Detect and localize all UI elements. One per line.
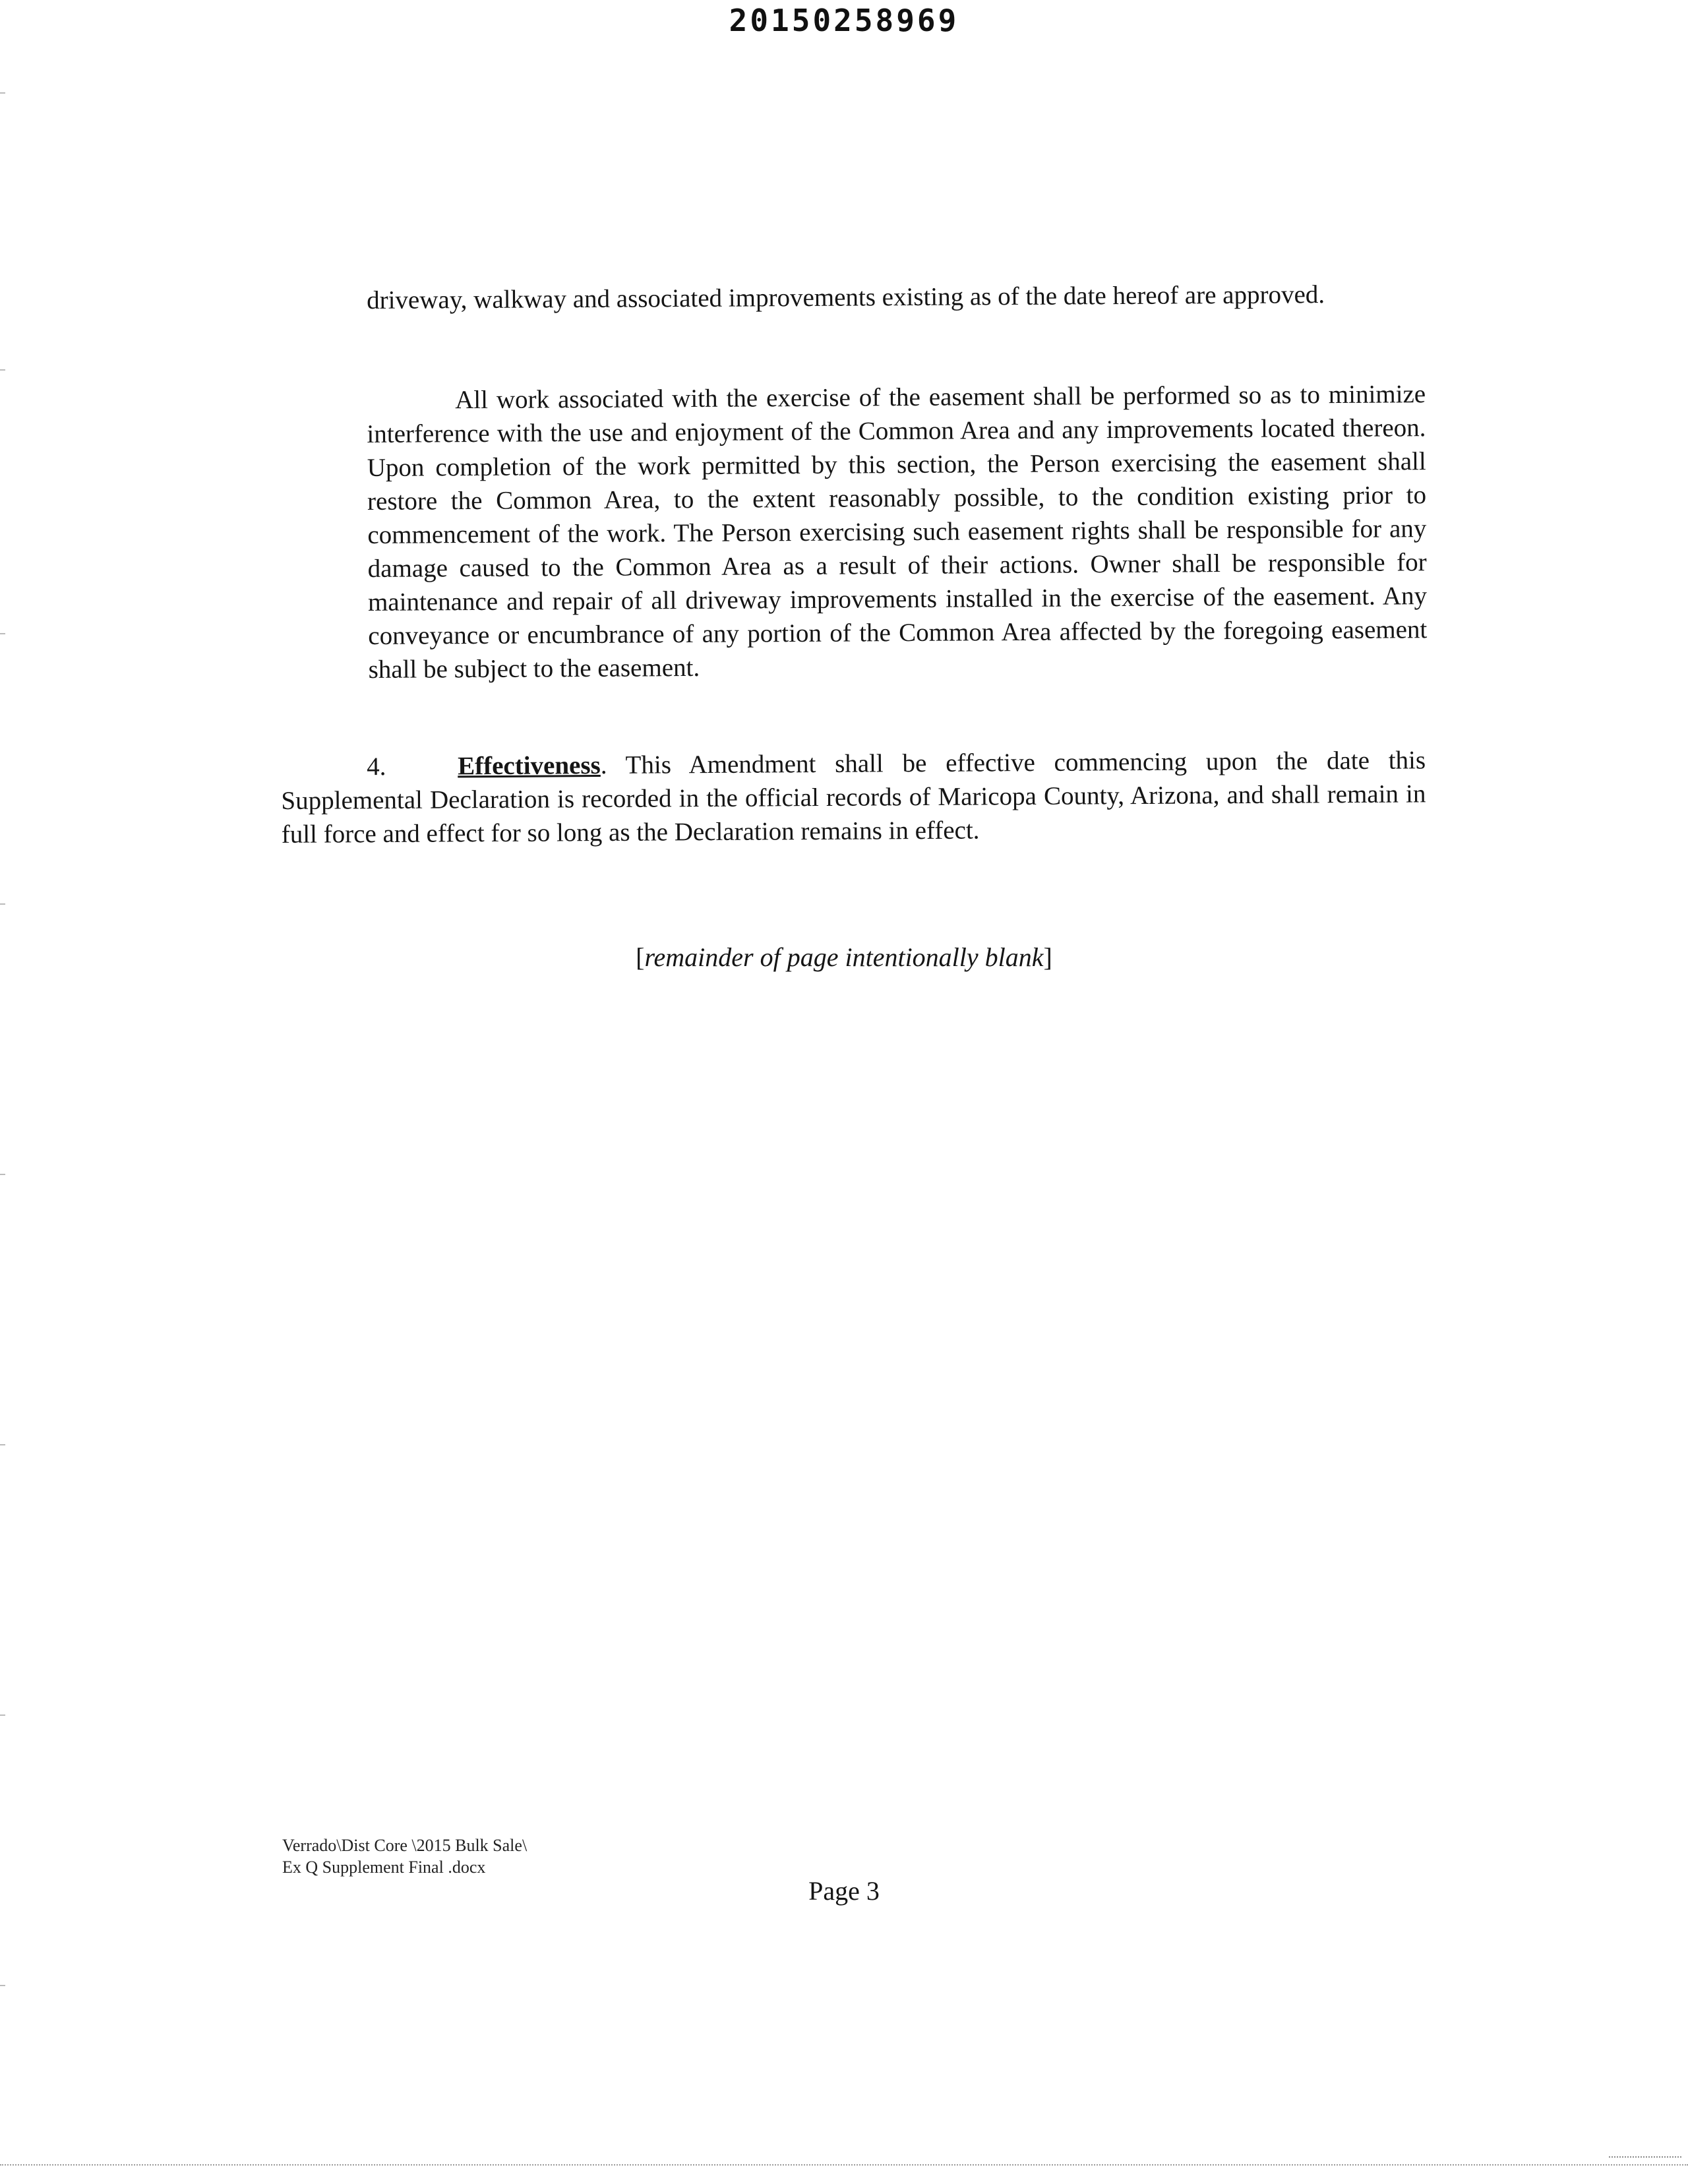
file-path-line-2: Ex Q Supplement Final .docx	[282, 1858, 486, 1877]
paragraph-easement-work: All work associated with the exercise of the easement shall be performed so as to minimize interference with the use and enjoyment of the Common Area and any improvements located thereon. Upon completion of the work permitted by this section, the Person exercising the easement shall restore the Common Area, to the extent reasonably possible, to the condition existing prior to commencement of the work. The Person exercising such easement rights shall be responsible for any damage caused to the Common Area as a result of their actions. Owner shall be responsible for maintenance and repair of all driveway improvements installed in the exercise of the easement. Any conveyance or encumbrance of any portion of the Common Area affected by the foregoing easement shall be subject to the easement.	[367, 380, 1428, 684]
scan-edge-mark	[0, 1174, 5, 1175]
file-path	[282, 1835, 527, 1878]
scan-edge-mark	[0, 92, 5, 94]
section-number: 4.	[367, 752, 386, 781]
scan-edge-mark	[0, 1444, 5, 1445]
paragraph-continuation: driveway, walkway and associated improvements existing as of the date hereof are approved.	[367, 280, 1325, 315]
section-4-effectiveness	[281, 743, 1426, 851]
scan-artifact-line	[0, 2164, 1688, 2166]
section-text: This Amendment shall be effective commencing upon the date this Supplemental Declaration is recorded in the official records of Maricopa County, Arizona, and shall remain in full force and effect for so long as the Declaration remains in effect.	[281, 746, 1426, 849]
section-heading-suffix: .	[600, 750, 607, 780]
section-heading: Effectiveness	[458, 751, 601, 781]
scan-edge-mark	[0, 1714, 5, 1716]
blank-note-close-bracket: ]	[1043, 942, 1052, 972]
scan-edge-mark	[0, 633, 5, 634]
blank-note-text: remainder of page intentionally blank	[644, 942, 1044, 972]
scan-artifact-mark	[1609, 2156, 1681, 2171]
intentionally-blank-note	[0, 942, 1688, 973]
scan-edge-mark	[0, 369, 5, 371]
file-path-line-1: Verrado\Dist Core \2015 Bulk Sale\	[282, 1836, 528, 1855]
blank-note-open-bracket: [	[636, 942, 645, 972]
scan-edge-mark	[0, 1985, 5, 1986]
page-number: Page 3	[808, 1876, 880, 1906]
scan-edge-mark	[0, 903, 5, 905]
recording-number: 20150258969	[729, 3, 959, 38]
